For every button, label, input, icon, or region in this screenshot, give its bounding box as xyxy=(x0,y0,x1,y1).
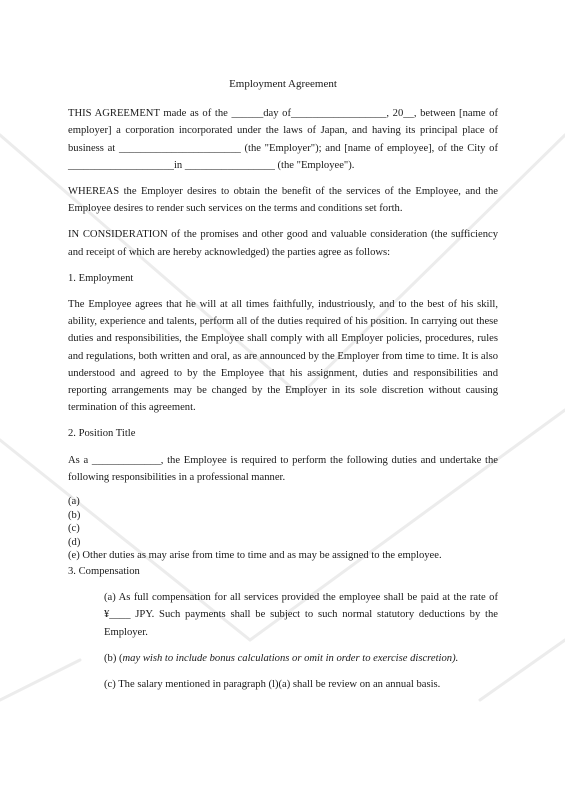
compensation-clauses xyxy=(104,589,498,693)
duties-list xyxy=(68,495,498,563)
document-body xyxy=(68,76,498,702)
list-item: (c) xyxy=(68,523,80,535)
compensation-clause-b xyxy=(104,650,498,667)
consideration-paragraph: IN CONSIDERATION of the promises and other good and valuable consideration (the sufficiency and receipt of which are hereby acknowledged) the parties agree as follows: xyxy=(68,229,498,258)
clause-b-italic: may wish to include bonus calculations or omit in order to exercise discretion). xyxy=(122,652,459,664)
whereas-paragraph: WHEREAS the Employer desires to obtain the benefit of the services of the Employee, and the Employee desires to render such services on the terms and conditions set forth. xyxy=(68,186,498,215)
section-employment-body: The Employee agrees that he will at all times faithfully, industriously, and to the best of his skill, ability, experience and talents, perform all of the duties required of his position. In carrying out these duties and responsibilities, the Employee shall comply with all Employer policies, procedures, rules and regulations, both written and oral, as are announced by the Employer from time to time. It is also understood and agreed to by the Employee that his assignment, duties and responsibilities and reporting arrangements may be changed by the Employer in its sole discretion without causing termination of this agreement. xyxy=(68,299,498,414)
list-item: (d) xyxy=(68,536,81,548)
section-employment-heading: 1. Employment xyxy=(68,272,134,284)
list-item: (e) Other duties as may arise from time to time and as may be assigned to the employee. xyxy=(68,550,442,562)
compensation-clause-a: (a) As full compensation for all services provided the employee shall be paid at the rate of ¥____ JPY. Such payments shall be subject to such normal statutory deductions by the Employer. xyxy=(104,592,498,638)
section-position-body: As a _____________, the Employee is required to perform the following duties and undertake the following responsibilities in a professional manner. xyxy=(68,454,498,483)
document-title: Employment Agreement xyxy=(229,78,337,90)
intro-paragraph: THIS AGREEMENT made as of the ______day of__________________, 20__, between [name of employer] a corporation incorporated under the laws of Japan, and having its principal place of business at _______________________ (the "Employer"); and [name of employee], of the City of ____________________in _________________ (the "Employee"). xyxy=(68,108,498,171)
list-item: (b) xyxy=(68,509,81,521)
compensation-clause-c: (c) The salary mentioned in paragraph (l)(a) shall be review on an annual basis. xyxy=(104,679,441,691)
list-item: (a) xyxy=(68,496,80,508)
clause-b-prefix: (b) ( xyxy=(104,652,123,664)
section-position-heading: 2. Position Title xyxy=(68,428,136,440)
section-compensation-heading: 3. Compensation xyxy=(68,566,140,578)
